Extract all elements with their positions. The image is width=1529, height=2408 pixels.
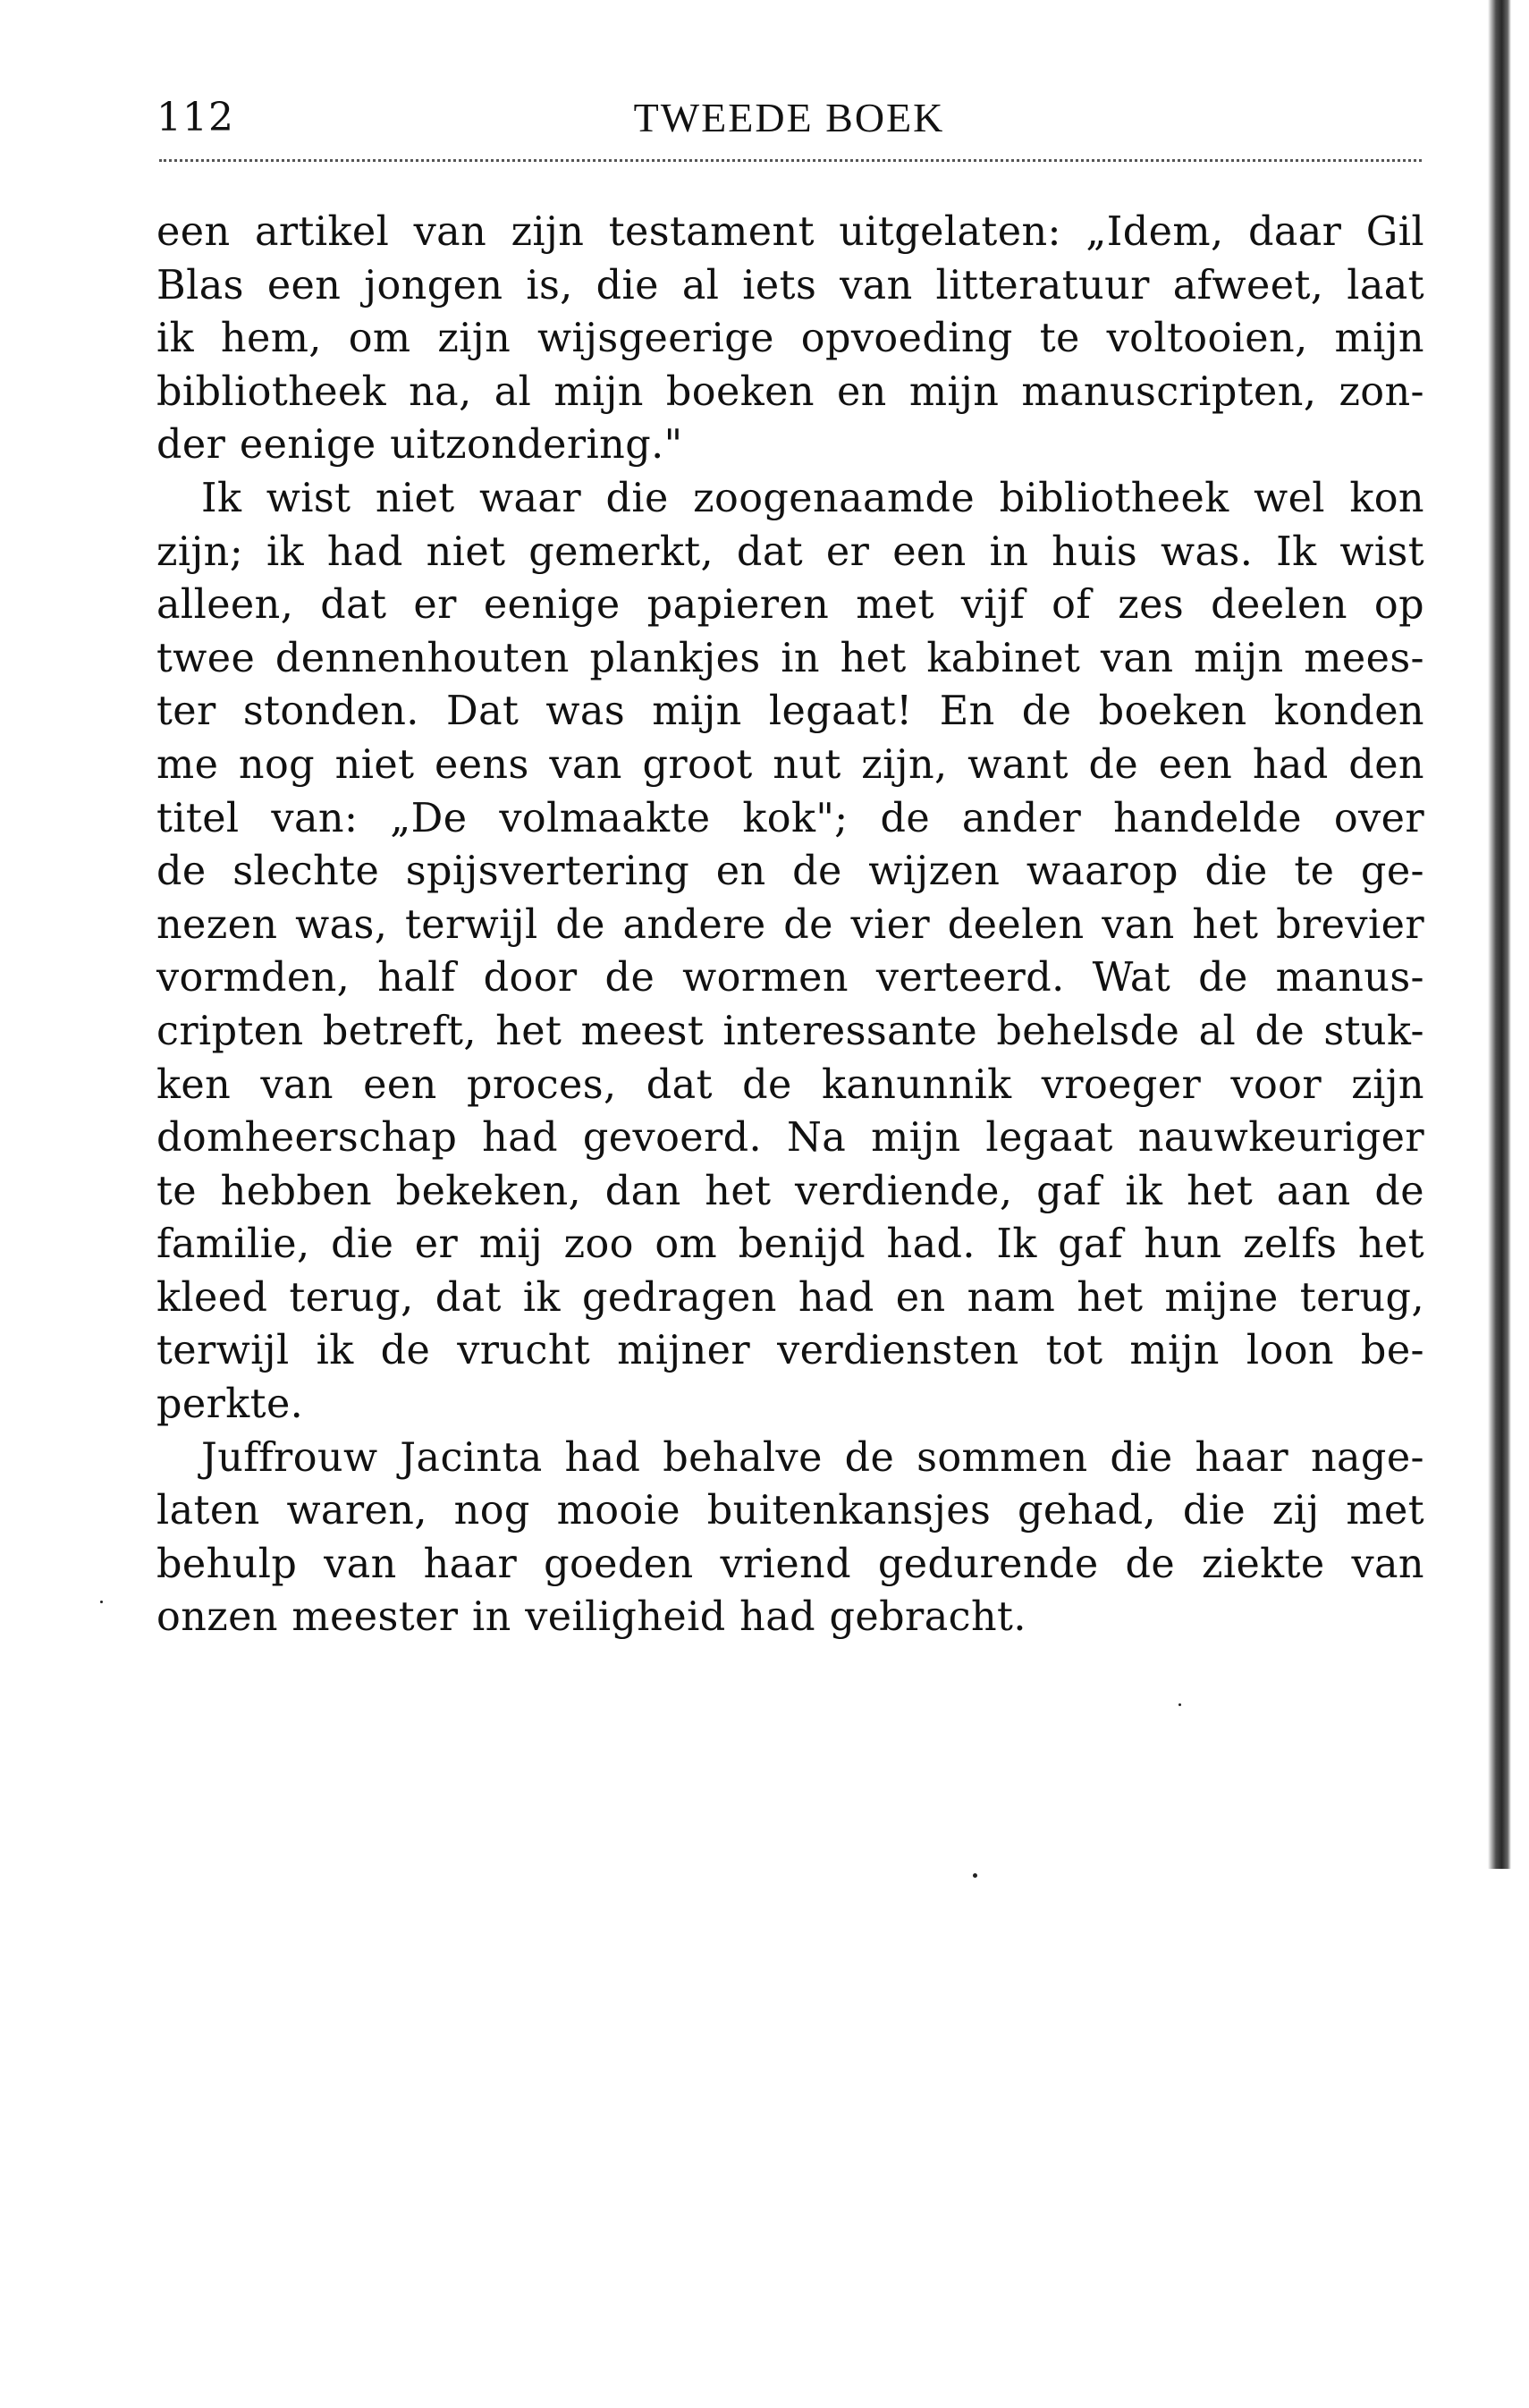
text-line: onzen meester in veiligheid had gebracht. <box>156 1594 1026 1641</box>
text-line: der eenige uitzondering." <box>156 422 683 469</box>
text-line: de slechte spijsvertering en de wijzen waarop die te ge- <box>156 849 1424 895</box>
paragraph-3 <box>156 1432 1424 1644</box>
text-line: te hebben bekeken, dan het verdiende, gaf ik het aan de <box>156 1168 1424 1214</box>
text-line: cripten betreft, het meest interessante behelsde al de stuk- <box>156 1008 1424 1054</box>
text-line: zijn; ik had niet gemerkt, dat er een in huis was. Ik wist <box>156 528 1424 575</box>
text-line: Juffrouw Jacinta had behalve de sommen die haar nage- <box>201 1434 1424 1481</box>
text-line: behulp van haar goeden vriend gedurende de ziekte van <box>156 1541 1424 1587</box>
page-edge-shadow <box>1488 0 1511 1869</box>
paragraph-2 <box>156 472 1424 1432</box>
paragraph-1 <box>156 206 1424 472</box>
text-line: vormden, half door de wormen verteerd. Wat de manus- <box>156 955 1424 1001</box>
text-line: alleen, dat er eenige papieren met vijf of zes deelen op <box>156 582 1424 629</box>
text-line: ken van een proces, dat de kanunnik vroeger voor zijn <box>156 1061 1424 1108</box>
text-line: bibliotheek na, al mijn boeken en mijn manuscripten, zon- <box>156 368 1424 415</box>
text-line: ik hem, om zijn wijsgeerige opvoeding te voltooien, mijn <box>156 316 1424 362</box>
header-rule <box>159 159 1422 162</box>
text-line: nezen was, terwijl de andere de vier deelen van het brevier <box>156 901 1424 948</box>
page-header <box>156 89 1422 147</box>
text-line: titel van: „De volmaakte kok"; de ander handelde over <box>156 795 1424 841</box>
text-line: kleed terug, dat ik gedragen had en nam het mijne terug, <box>156 1274 1424 1321</box>
text-line: perkte. <box>156 1381 304 1428</box>
text-line: familie, die er mij zoo om benijd had. Ik gaf hun zelfs het <box>156 1221 1424 1268</box>
text-line: ter stonden. Dat was mijn legaat! En de boeken konden <box>156 689 1424 735</box>
text-line: terwijl ik de vrucht mijner verdiensten tot mijn loon be- <box>156 1328 1424 1374</box>
text-line: laten waren, nog mooie buitenkansjes gehad, die zij met <box>156 1488 1424 1534</box>
print-speck <box>973 1873 977 1878</box>
text-line: Blas een jongen is, die al iets van litteratuur afweet, laat <box>156 262 1424 308</box>
text-line: me nog niet eens van groot nut zijn, want de een had den <box>156 741 1424 788</box>
text-line: domheerschap had gevoerd. Na mijn legaat nauwkeuriger <box>156 1115 1424 1162</box>
page-number: 112 <box>156 95 234 140</box>
text-line: een artikel van zijn testament uitgelaten: „Idem, daar Gil <box>156 209 1424 255</box>
body-text <box>156 206 1424 1644</box>
print-speck <box>1178 1703 1181 1706</box>
running-head: TWEEDE BOEK <box>633 95 945 140</box>
print-speck <box>100 1601 103 1603</box>
text-line: twee dennenhouten plankjes in het kabinet van mijn mees- <box>156 635 1424 681</box>
text-line: Ik wist niet waar die zoogenaamde bibliotheek wel kon <box>201 475 1424 521</box>
